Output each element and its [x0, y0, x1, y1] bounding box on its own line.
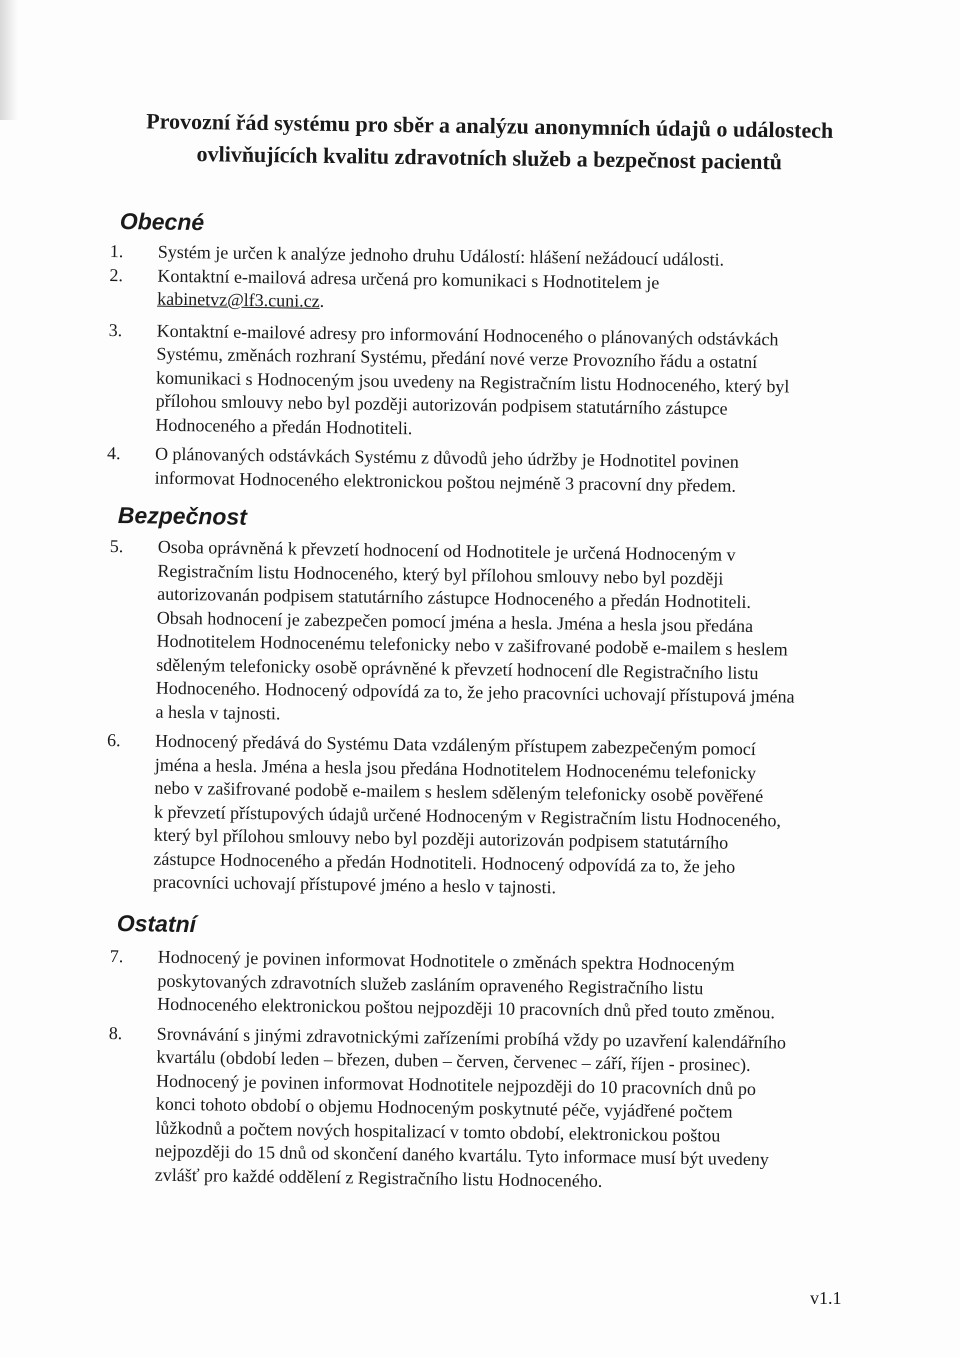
item-text — [155, 443, 853, 500]
item-line: Hodnocený je povinen informovat Hodnotitele o změnách spektra Hodnoceným — [157, 946, 735, 975]
item-line: poskytovaných zdravotních služeb zasláním opraveného Registračního listu — [157, 970, 704, 998]
item-text — [157, 946, 855, 1026]
title-line-1: Provozní řád systému pro sběr a analýzu anonymních údajů o událostech — [146, 108, 834, 143]
item-number: 1. — [109, 240, 124, 262]
item-line: Obsah hodnocení je zabezpečen pomocí jména a hesla. Jména a hesla jsou předána — [156, 607, 754, 636]
item-line: kvartálu (období leden – březen, duben – červen, červenec – září, říjen - prosinec). — [156, 1046, 751, 1075]
item-line: Hodnoceného a předán Hodnotiteli. — [155, 414, 413, 438]
item-number: 4. — [106, 442, 121, 464]
item-line: a hesla v tajnosti. — [155, 701, 281, 723]
item-text — [155, 536, 855, 734]
item-text — [153, 730, 852, 904]
item-line: konci tohoto období o objemu Hodnoceným poskytnuté péče, vyjádřené počtem — [155, 1093, 733, 1122]
section-heading-bezpecnost: Bezpečnost — [117, 502, 248, 530]
version-label: v1.1 — [810, 1288, 842, 1308]
item-line: k převzetí přístupových údajů určené Hodnoceným v Registračním listu Hodnoceného, — [154, 801, 782, 830]
item-number: 7. — [109, 945, 124, 967]
link-suffix: . — [319, 290, 325, 311]
section-items-ostatni — [107, 945, 855, 1196]
item-line: komunikaci s Hodnoceným jsou uvedeny na Registračním listu Hodnoceného, který byl — [155, 367, 790, 396]
item-line: zvlášť pro každé oddělení z Registračního listu Hodnoceného. — [154, 1164, 603, 1191]
section-heading-ostatni: Ostatní — [116, 910, 197, 938]
document-title — [119, 105, 860, 179]
list-item — [107, 442, 853, 499]
item-line: Hodnoceného. Hodnocený odpovídá za to, že jeho pracovníci uchovají přístupová jména — [155, 677, 795, 707]
list-item — [107, 318, 854, 446]
item-line: Hodnotitelem Hodnocenému telefonicky nebo v zašifrované podobě e-mailem s heslem — [156, 630, 788, 660]
list-item — [105, 729, 852, 904]
item-line: O plánovaných odstávkách Systému z důvodů jeho údržby je Hodnotitel povinen — [154, 443, 739, 472]
section-items-bezpecnost — [105, 535, 855, 904]
list-item — [107, 1021, 854, 1196]
item-line: Srovnávání s jinými zdravotnickými zařízeními probíhá vždy po uzavření kalendářního — [156, 1023, 787, 1052]
item-number: 5. — [109, 535, 124, 557]
item-number: 2. — [109, 264, 124, 285]
item-line: přílohou smlouvy nebo byl později autorizován podpisem statutárního zástupce — [155, 390, 728, 419]
item-text — [155, 1022, 854, 1196]
item-line: nebo v zašifrované podobě e-mailem s heslem sděleným telefonicky osobě pověřené — [154, 777, 764, 807]
item-text — [155, 319, 854, 446]
item-text — [157, 264, 855, 321]
item-line: lůžkodnů a počtem nových hospitalizací v tomto období, elektronickou poštou — [155, 1117, 721, 1146]
item-line: Systému, změnách rozhraní Systému, předání nové verze Provozního řádu a ostatní — [156, 343, 758, 373]
item-line: Kontaktní e-mailové adresy pro informování Hodnoceného o plánovaných odstávkách — [156, 320, 779, 349]
section-items-obecne — [107, 240, 855, 499]
item-line: nejpozději do 15 dnů od skončení daného kvartálu. Tyto informace musí být uvedeny — [154, 1140, 769, 1170]
item-line: autorizovanán podpisem statutárního zástupce Hodnoceného a předán Hodnotiteli. — [157, 583, 752, 612]
item-line: jména a hesla. Jména a hesla jsou předána Hodnotitelem Hodnocenému telefonicky — [154, 754, 757, 783]
item-number: 8. — [108, 1022, 123, 1043]
list-item — [109, 945, 855, 1026]
section-heading-obecne: Obecné — [119, 208, 205, 236]
item-line: Hodnoceného elektronickou poštou nejpozději 10 pracovních dnů před touto změnou. — [157, 993, 776, 1023]
item-number: 3. — [108, 319, 123, 340]
contact-email-link[interactable]: kabinetvz@lf3.cuni.cz — [157, 288, 320, 311]
item-line: pracovníci uchovají přístupové jméno a heslo v tajnosti. — [153, 871, 557, 898]
list-item — [109, 263, 855, 320]
item-line: Hodnocený je povinen informovat Hodnotitele nejpozději do 10 pracovních dnů po — [155, 1070, 757, 1099]
item-line: zástupce Hodnoceného a předán Hodnotiteli. Hodnocený odpovídá za to, že jeho — [153, 848, 736, 877]
item-line: Systém je určen k analýze jednoho druhu Událostí: hlášení nežádoucí události. — [157, 241, 725, 270]
item-line: Osoba oprávněná k převzetí hodnocení od Hodnotitele je určená Hodnoceným v — [157, 536, 736, 565]
item-line: Kontaktní e-mailová adresa určená pro komunikaci s Hodnotitelem je — [157, 265, 660, 293]
item-line: sděleným telefonicky osobě oprávněné k převzetí hodnocení dle Registračního listu — [156, 654, 759, 683]
title-line-2: ovlivňujících kvalitu zdravotních služeb a bezpečnost pacientů — [196, 141, 783, 175]
item-line: který byl přílohou smlouvy nebo byl později autorizován podpisem statutárního — [153, 824, 729, 853]
item-line: informovat Hodnoceného elektronickou poštou nejméně 3 pracovní dny předem. — [154, 467, 737, 496]
item-line: Hodnocený předává do Systému Data vzdáleným přístupem zabezpečeným pomocí — [154, 730, 757, 760]
item-number: 6. — [106, 729, 121, 751]
list-item — [107, 535, 855, 733]
scan-shadow — [0, 0, 18, 120]
item-line: Registračním listu Hodnoceného, který byl přílohou smlouvy nebo byl později — [157, 560, 724, 589]
